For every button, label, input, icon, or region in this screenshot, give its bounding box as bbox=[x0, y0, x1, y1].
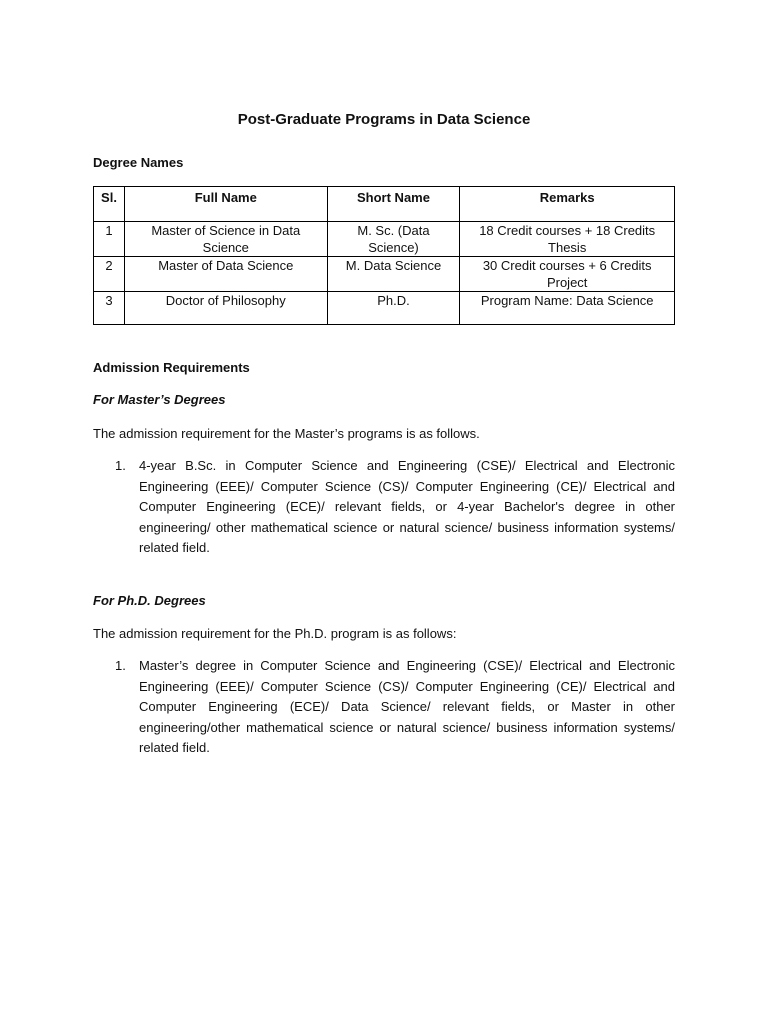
list-number: 1. bbox=[115, 658, 126, 673]
admission-requirements-heading: Admission Requirements bbox=[93, 360, 250, 375]
requirement-text: 4-year B.Sc. in Computer Science and Engineering (CSE)/ Electrical and Electronic Engineering (EEE)/ Computer Science (CS)/ Computer Engineering (CE)/ Electrical and Computer Engineering (ECE)/ relevant fields, or 4-year Bachelor's degree in other engineering/ other mathematical science or natural science/ business information systems/ related field. bbox=[139, 458, 675, 556]
cell-short-name: Ph.D. bbox=[327, 292, 460, 325]
cell-sl: 1 bbox=[94, 222, 125, 257]
phd-intro: The admission requirement for the Ph.D. program is as follows: bbox=[93, 626, 457, 641]
masters-intro: The admission requirement for the Master’s programs is as follows. bbox=[93, 426, 480, 441]
cell-sl: 3 bbox=[94, 292, 125, 325]
phd-subheading: For Ph.D. Degrees bbox=[93, 593, 206, 608]
cell-short-name: M. Data Science bbox=[327, 257, 460, 292]
cell-full-name: Doctor of Philosophy bbox=[124, 292, 327, 325]
masters-requirement-item bbox=[115, 456, 675, 559]
cell-sl: 2 bbox=[94, 257, 125, 292]
list-number: 1. bbox=[115, 458, 126, 473]
cell-remarks: 18 Credit courses + 18 Credits Thesis bbox=[460, 222, 675, 257]
document-title: Post-Graduate Programs in Data Science bbox=[237, 111, 531, 128]
requirement-text: Master’s degree in Computer Science and Engineering (CSE)/ Electrical and Electronic Engineering (EEE)/ Computer Science (CS)/ Computer Engineering (CE)/ Electrical and Computer Engineering (ECE)/ Data Science/ relevant fields, or Master in other engineering/other mathematical science or natural science/ business information systems/ related field. bbox=[139, 658, 675, 756]
cell-remarks: Program Name: Data Science bbox=[460, 292, 675, 325]
table-header-row bbox=[94, 187, 675, 222]
cell-full-name: Master of Data Science bbox=[124, 257, 327, 292]
degree-names-heading: Degree Names bbox=[93, 155, 184, 170]
header-short-name: Short Name bbox=[327, 187, 460, 222]
phd-requirement-item bbox=[115, 656, 675, 759]
table-row bbox=[94, 222, 675, 257]
cell-remarks: 30 Credit courses + 6 Credits Project bbox=[460, 257, 675, 292]
header-full-name: Full Name bbox=[124, 187, 327, 222]
masters-subheading: For Master’s Degrees bbox=[93, 392, 226, 407]
table-row bbox=[94, 257, 675, 292]
degree-names-table bbox=[93, 186, 675, 325]
cell-full-name: Master of Science in Data Science bbox=[124, 222, 327, 257]
header-sl: Sl. bbox=[94, 187, 125, 222]
header-remarks: Remarks bbox=[460, 187, 675, 222]
cell-short-name: M. Sc. (Data Science) bbox=[327, 222, 460, 257]
table-row bbox=[94, 292, 675, 325]
